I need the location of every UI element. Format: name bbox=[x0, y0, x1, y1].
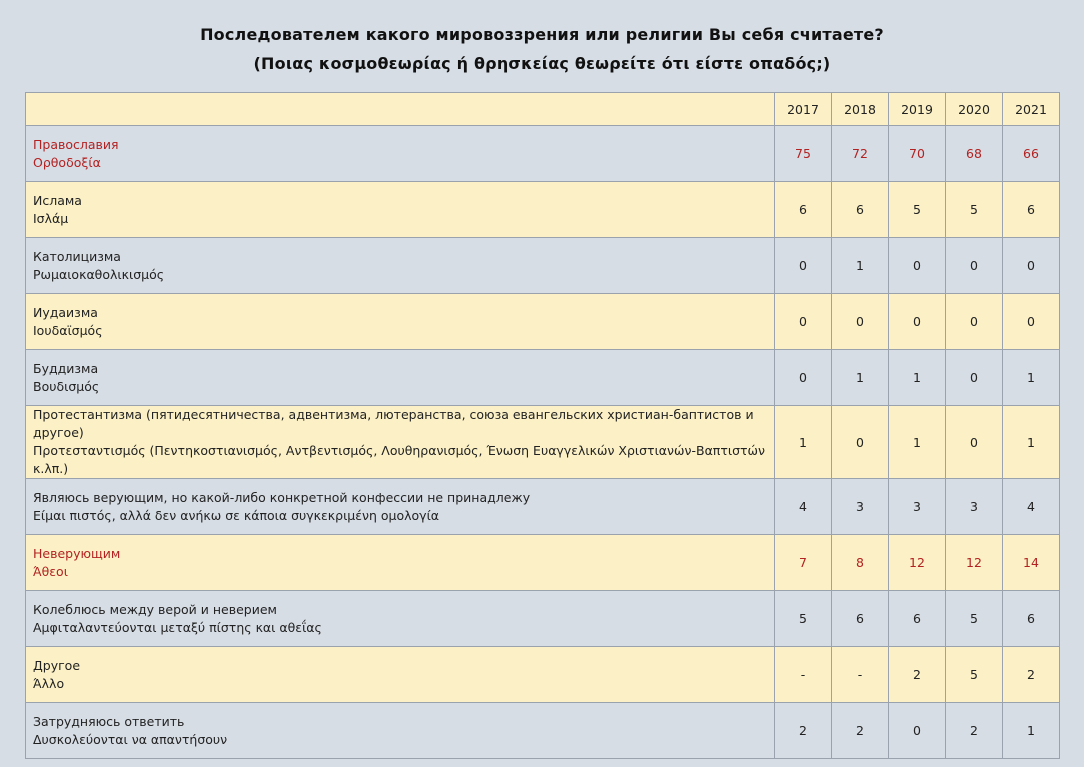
value-cell: 5 bbox=[889, 182, 946, 238]
row-label-cell bbox=[26, 591, 775, 647]
table-row bbox=[26, 535, 1060, 591]
row-label-russian: Неверующим bbox=[33, 545, 121, 561]
title-greek: (Ποιας κοσμοθεωρίας ή θρησκείας θεωρείτε ότι είστε οπαδός;) bbox=[253, 54, 831, 73]
row-label-cell bbox=[26, 294, 775, 350]
row-label-russian: Являюсь верующим, но какой-либо конкретной конфессии не принадлежу bbox=[33, 489, 531, 505]
value-cell: 66 bbox=[1003, 126, 1060, 182]
value-cell: 3 bbox=[832, 479, 889, 535]
value-cell: 0 bbox=[775, 238, 832, 294]
row-label-greek: Δυσκολεύονται να απαντήσουν bbox=[33, 731, 228, 747]
row-label-russian: Затрудняюсь ответить bbox=[33, 713, 185, 729]
value-cell: 0 bbox=[775, 350, 832, 406]
column-header-year: 2019 bbox=[889, 93, 946, 126]
value-cell: 2 bbox=[889, 647, 946, 703]
value-cell: 5 bbox=[946, 591, 1003, 647]
column-header-year: 2020 bbox=[946, 93, 1003, 126]
value-cell: 1 bbox=[832, 238, 889, 294]
chart-title bbox=[0, 20, 1084, 78]
value-cell: - bbox=[832, 647, 889, 703]
value-cell: 0 bbox=[946, 406, 1003, 479]
value-cell: 6 bbox=[775, 182, 832, 238]
value-cell: 3 bbox=[889, 479, 946, 535]
row-label-greek: Προτεσταντισμός (Πεντηκοστιανισμός, Αντβεντισμός, Λουθηρανισμός, Ένωση Ευαγγελικών Χριστιανών-Βαπτιστών κ.λπ.) bbox=[33, 443, 765, 476]
value-cell: 1 bbox=[889, 350, 946, 406]
table-row bbox=[26, 294, 1060, 350]
table-row bbox=[26, 182, 1060, 238]
value-cell: 5 bbox=[946, 182, 1003, 238]
value-cell: 4 bbox=[1003, 479, 1060, 535]
row-label-russian: Православия bbox=[33, 136, 119, 152]
survey-table bbox=[25, 92, 1060, 759]
value-cell: 68 bbox=[946, 126, 1003, 182]
value-cell: 0 bbox=[946, 350, 1003, 406]
value-cell: 2 bbox=[775, 703, 832, 759]
value-cell: 0 bbox=[775, 294, 832, 350]
row-label-greek: Ρωμαιοκαθολικισμός bbox=[33, 266, 165, 282]
value-cell: 0 bbox=[889, 294, 946, 350]
table-row bbox=[26, 647, 1060, 703]
value-cell: 72 bbox=[832, 126, 889, 182]
row-label-russian: Колеблюсь между верой и неверием bbox=[33, 601, 277, 617]
table-row bbox=[26, 238, 1060, 294]
value-cell: 1 bbox=[1003, 703, 1060, 759]
header-row bbox=[26, 93, 1060, 126]
table-row bbox=[26, 126, 1060, 182]
value-cell: 0 bbox=[889, 703, 946, 759]
value-cell: 1 bbox=[1003, 406, 1060, 479]
row-label-cell bbox=[26, 479, 775, 535]
row-label-greek: Ιουδαϊσμός bbox=[33, 322, 103, 338]
table-row bbox=[26, 406, 1060, 479]
title-russian: Последователем какого мировоззрения или религии Вы себя считаете? bbox=[200, 25, 884, 44]
row-label-cell bbox=[26, 647, 775, 703]
row-label-russian: Иудаизма bbox=[33, 304, 98, 320]
value-cell: 6 bbox=[1003, 182, 1060, 238]
value-cell: 6 bbox=[832, 591, 889, 647]
row-label-greek: Ορθοδοξία bbox=[33, 154, 101, 170]
value-cell: 3 bbox=[946, 479, 1003, 535]
value-cell: 5 bbox=[946, 647, 1003, 703]
column-header-year: 2017 bbox=[775, 93, 832, 126]
value-cell: 6 bbox=[1003, 591, 1060, 647]
row-label-russian: Протестантизма (пятидесятничества, адвентизма, лютеранства, союза евангельских христиан-баптистов и другое) bbox=[33, 407, 754, 440]
row-label-cell bbox=[26, 703, 775, 759]
row-label-greek: Είμαι πιστός, αλλά δεν ανήκω σε κάποια συγκεκριμένη ομολογία bbox=[33, 507, 440, 523]
value-cell: 2 bbox=[1003, 647, 1060, 703]
value-cell: 1 bbox=[889, 406, 946, 479]
row-label-greek: Βουδισμός bbox=[33, 378, 100, 394]
value-cell: 5 bbox=[775, 591, 832, 647]
value-cell: 1 bbox=[832, 350, 889, 406]
row-label-russian: Другое bbox=[33, 657, 81, 673]
value-cell: 12 bbox=[946, 535, 1003, 591]
row-label-cell bbox=[26, 406, 775, 479]
value-cell: 75 bbox=[775, 126, 832, 182]
row-label-cell bbox=[26, 535, 775, 591]
value-cell: 1 bbox=[775, 406, 832, 479]
row-label-greek: Αμφιταλαντεύονται μεταξύ πίστης και αθεΐας bbox=[33, 619, 322, 635]
value-cell: 0 bbox=[1003, 294, 1060, 350]
row-label-greek: Άλλο bbox=[33, 675, 65, 691]
row-label-russian: Ислама bbox=[33, 192, 82, 208]
value-cell: 0 bbox=[1003, 238, 1060, 294]
value-cell: 6 bbox=[832, 182, 889, 238]
value-cell: 0 bbox=[946, 294, 1003, 350]
row-label-russian: Католицизма bbox=[33, 248, 121, 264]
column-header-year: 2021 bbox=[1003, 93, 1060, 126]
value-cell: 70 bbox=[889, 126, 946, 182]
value-cell: - bbox=[775, 647, 832, 703]
row-label-cell bbox=[26, 182, 775, 238]
value-cell: 6 bbox=[889, 591, 946, 647]
table-row bbox=[26, 479, 1060, 535]
value-cell: 0 bbox=[889, 238, 946, 294]
table-body bbox=[26, 126, 1060, 759]
value-cell: 14 bbox=[1003, 535, 1060, 591]
header-corner-cell bbox=[26, 93, 775, 126]
row-label-cell bbox=[26, 126, 775, 182]
row-label-cell bbox=[26, 350, 775, 406]
table-row bbox=[26, 591, 1060, 647]
row-label-russian: Буддизма bbox=[33, 360, 99, 376]
value-cell: 0 bbox=[832, 294, 889, 350]
value-cell: 12 bbox=[889, 535, 946, 591]
value-cell: 2 bbox=[832, 703, 889, 759]
table-row bbox=[26, 703, 1060, 759]
value-cell: 4 bbox=[775, 479, 832, 535]
row-label-greek: Άθεοι bbox=[33, 563, 68, 579]
column-header-year: 2018 bbox=[832, 93, 889, 126]
value-cell: 0 bbox=[946, 238, 1003, 294]
table-row bbox=[26, 350, 1060, 406]
row-label-cell bbox=[26, 238, 775, 294]
value-cell: 1 bbox=[1003, 350, 1060, 406]
value-cell: 2 bbox=[946, 703, 1003, 759]
row-label-greek: Ισλάμ bbox=[33, 210, 69, 226]
value-cell: 8 bbox=[832, 535, 889, 591]
value-cell: 0 bbox=[832, 406, 889, 479]
value-cell: 7 bbox=[775, 535, 832, 591]
